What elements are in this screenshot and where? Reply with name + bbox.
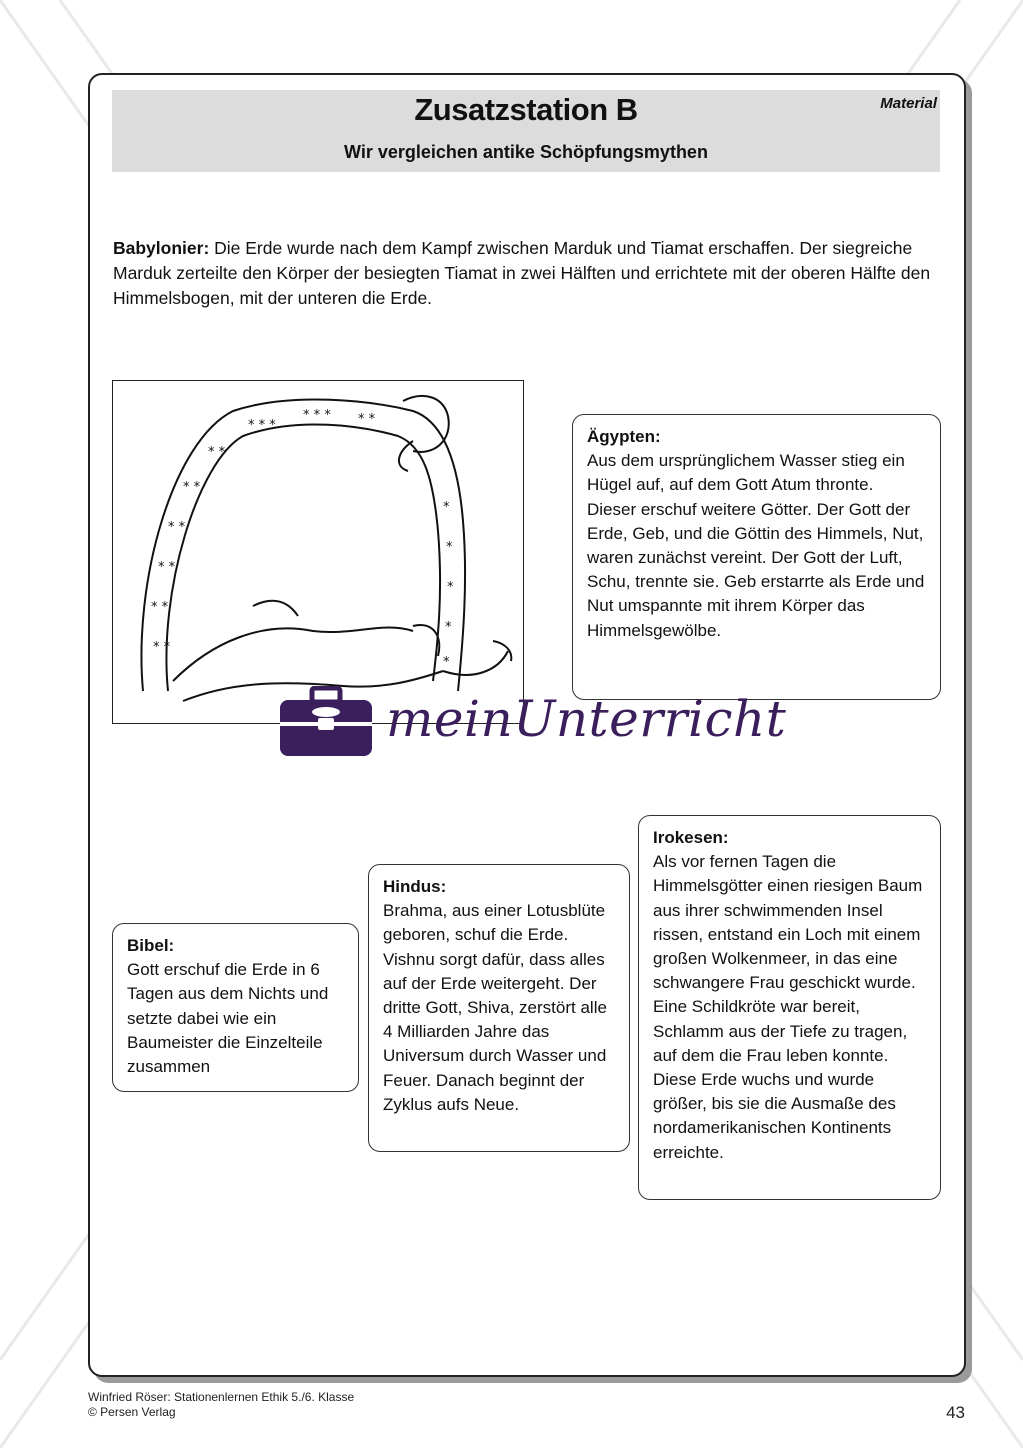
brand-watermark-text: meinUnterricht <box>386 690 787 748</box>
intro-paragraph <box>113 236 943 311</box>
svg-text:* *: * * <box>158 560 176 575</box>
svg-text:* * *: * * * <box>248 418 276 433</box>
footer-publisher: © Persen Verlag <box>88 1405 176 1419</box>
page-number: 43 <box>946 1403 965 1422</box>
info-box-egypt <box>572 414 941 700</box>
footer-author: Winfried Röser: Stationenlernen Ethik 5./6. Klasse <box>88 1390 355 1404</box>
intro-text: Die Erde wurde nach dem Kampf zwischen Marduk und Tiamat erschaffen. Der siegreiche Marduk zerteilte den Körper der besiegten Tiamat in zwei Hälften und errichtete mit der oberen Hälfte den Himmelsbogen, mit der unteren die Erde. <box>113 238 931 308</box>
info-box-irokesen <box>638 815 941 1200</box>
briefcase-logo-icon <box>278 686 374 758</box>
hindus-text: Brahma, aus einer Lotusblüte geboren, schuf die Erde. Vishnu sorgt dafür, dass alles auf der Erde weitergeht. Der dritte Gott, Shiva, zerstört alle 4 Milliarden Jahre das Universum durch Wasser und Feuer. Danach beginnt der Zyklus aufs Neue. <box>383 901 607 1114</box>
footer-credits <box>88 1390 354 1420</box>
bibel-label: Bibel: <box>127 936 175 955</box>
intro-label: Babylonier: <box>113 238 210 258</box>
egypt-label: Ägypten: <box>587 427 661 446</box>
egypt-text: Aus dem ursprünglichem Wasser stieg ein Hügel auf, auf dem Gott Atum thronte. Dieser erschuf weitere Götter. Der Gott der Erde, Geb, und die Göttin des Himmels, Nut, waren zunächst vereint. Der Gott der Luft, Schu, trennte sie. Geb erstarrte als Erde und Nut umspannte mit ihrem Körper das Himmelsgewölbe. <box>587 451 925 640</box>
svg-text:*: * <box>443 500 450 515</box>
svg-text:* *: * * <box>168 520 186 535</box>
info-box-bibel <box>112 923 359 1092</box>
svg-text:* *: * * <box>153 640 171 655</box>
egypt-illustration <box>112 380 524 724</box>
page-title: Zusatzstation B <box>414 92 638 127</box>
irokesen-text: Als vor fernen Tagen die Himmelsgötter einen riesigen Baum aus ihrer schwimmenden Insel rissen, entstand ein Loch mit einem großen Wolkenmeer, in das eine schwangere Frau geschickt wurde. Eine Schildkröte war bereit, Schlamm aus der Tiefe zu tragen, auf dem die Frau leben konnte. Diese Erde wuchs und wurde größer, bis sie die Ausmaße des nordamerikanischen Kontinents erreichte. <box>653 852 923 1162</box>
svg-text:* *: * * <box>358 412 376 427</box>
nut-geb-drawing <box>113 381 523 723</box>
svg-text:* *: * * <box>208 445 226 460</box>
page-subtitle: Wir vergleichen antike Schöpfungsmythen <box>344 142 708 162</box>
svg-text:* *: * * <box>183 480 201 495</box>
material-tag: Material <box>880 95 937 112</box>
svg-text:*: * <box>443 655 450 670</box>
svg-text:*: * <box>445 620 452 635</box>
svg-text:* * *: * * * <box>303 408 331 423</box>
svg-text:*: * <box>446 540 453 555</box>
irokesen-label: Irokesen: <box>653 828 729 847</box>
svg-text:* *: * * <box>151 600 169 615</box>
info-box-hindus <box>368 864 630 1152</box>
bibel-text: Gott erschuf die Erde in 6 Tagen aus dem Nichts und setzte dabei wie ein Baumeister die Einzelteile zusammen <box>127 960 329 1077</box>
svg-text:*: * <box>447 580 454 595</box>
hindus-label: Hindus: <box>383 877 447 896</box>
brand-watermark <box>278 686 787 768</box>
